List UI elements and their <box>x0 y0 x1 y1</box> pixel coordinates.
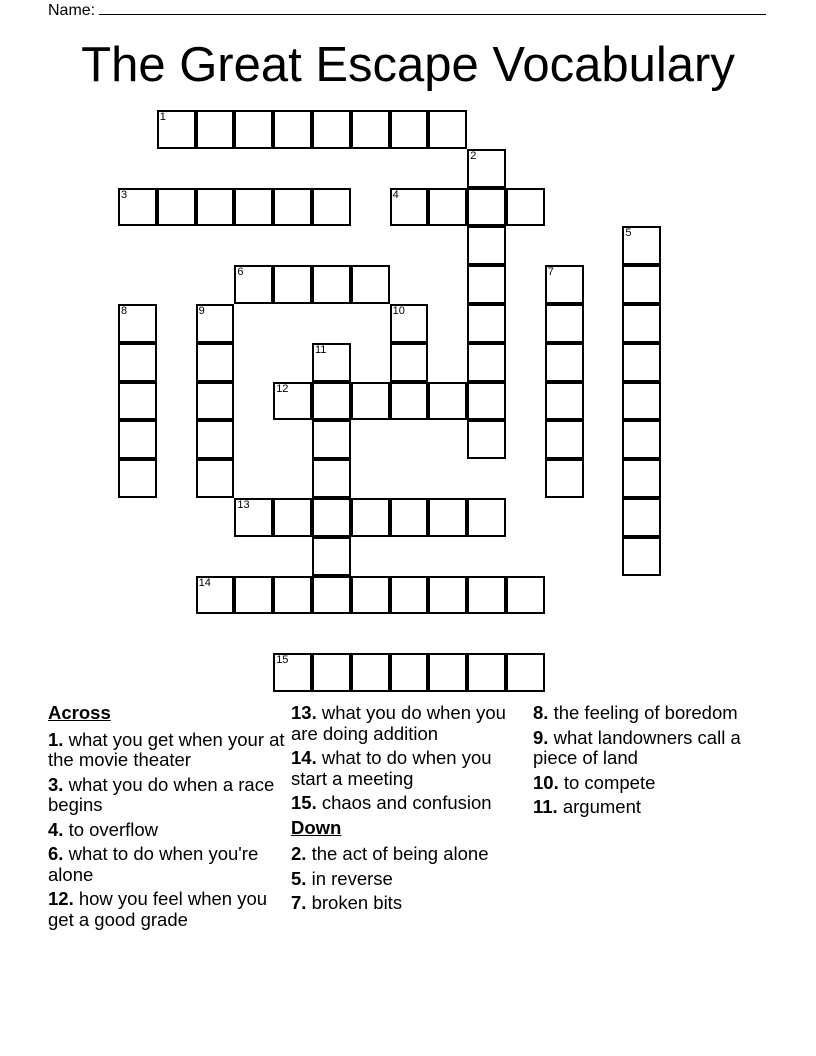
grid-cell[interactable] <box>312 265 351 304</box>
grid-cell[interactable] <box>545 343 584 382</box>
down-heading: Down <box>291 816 342 838</box>
clue-item-text: what landowners call a piece of land <box>533 726 741 768</box>
clue-item-text: to compete <box>563 771 656 793</box>
grid-cell[interactable] <box>157 188 196 227</box>
clue-number: 13 <box>237 499 250 511</box>
clue-item <box>291 793 531 814</box>
grid-cell[interactable] <box>390 110 429 149</box>
clue-item-text: what to do when you start a meeting <box>291 747 492 789</box>
clue-item-text: in reverse <box>311 867 393 889</box>
clue-number: 8 <box>121 305 128 317</box>
grid-cell[interactable] <box>118 382 157 421</box>
grid-cell[interactable] <box>196 420 235 459</box>
grid-cell[interactable] <box>467 382 506 421</box>
clue-item-number: 8. <box>533 702 549 723</box>
clue-item-number: 6. <box>48 843 64 864</box>
grid-cell[interactable] <box>196 382 235 421</box>
clue-item <box>48 730 288 771</box>
grid-cell[interactable] <box>234 188 273 227</box>
clue-item <box>48 775 288 816</box>
clue-number: 2 <box>470 149 477 162</box>
grid-cell[interactable] <box>196 343 235 382</box>
grid-cell[interactable] <box>545 420 584 459</box>
grid-cell[interactable] <box>467 226 506 265</box>
clue-item <box>291 844 531 865</box>
across-clue-list <box>48 730 288 931</box>
grid-cell[interactable] <box>467 265 506 304</box>
clues-right-column <box>533 703 773 822</box>
clue-number: 15 <box>276 654 289 667</box>
grid-cell[interactable] <box>351 265 390 304</box>
grid-cell[interactable] <box>467 188 506 227</box>
grid-cell[interactable] <box>312 110 351 149</box>
clue-number: 14 <box>198 576 211 589</box>
clue-number: 11 <box>315 343 327 356</box>
clue-item-text: what you do when you are doing addition <box>291 702 506 744</box>
clue-number: 10 <box>392 305 405 317</box>
grid-cell[interactable] <box>622 459 661 498</box>
clue-item-number: 14. <box>291 747 317 768</box>
grid-cell[interactable] <box>390 498 429 537</box>
clue-item-number: 15. <box>291 792 317 813</box>
grid-cell[interactable] <box>545 459 584 498</box>
grid-cell[interactable] <box>506 576 545 615</box>
grid-cell[interactable] <box>467 304 506 343</box>
grid-cell[interactable] <box>622 420 661 459</box>
across-clue-list-continued <box>291 703 531 814</box>
clue-item <box>48 820 288 841</box>
grid-cell[interactable] <box>506 653 545 692</box>
clue-number: 3 <box>121 188 128 201</box>
clue-item <box>48 889 288 930</box>
clue-item-number: 10. <box>533 771 559 793</box>
grid-cell[interactable] <box>312 537 351 576</box>
grid-cell[interactable] <box>312 653 351 692</box>
grid-cell[interactable] <box>312 459 351 498</box>
name-label: Name: <box>48 2 96 19</box>
grid-cell[interactable] <box>428 110 467 149</box>
grid-cell[interactable] <box>312 382 351 421</box>
down-clue-list <box>291 844 531 914</box>
grid-cell[interactable] <box>273 110 312 149</box>
grid-cell[interactable] <box>428 188 467 227</box>
grid-cell[interactable] <box>273 498 312 537</box>
grid-cell[interactable] <box>351 653 390 692</box>
grid-cell[interactable] <box>118 420 157 459</box>
grid-cell[interactable] <box>312 420 351 459</box>
grid-cell[interactable] <box>273 576 312 615</box>
grid-cell[interactable] <box>506 188 545 227</box>
clues-across-column <box>48 703 288 934</box>
clue-item <box>533 728 773 769</box>
clue-item-text: to overflow <box>68 818 159 840</box>
clue-item-number: 2. <box>291 843 307 864</box>
clue-number: 12 <box>276 382 289 395</box>
grid-cell[interactable] <box>351 498 390 537</box>
across-heading: Across <box>48 702 111 723</box>
grid-cell[interactable] <box>273 188 312 227</box>
grid-cell[interactable] <box>234 576 273 615</box>
clue-item-number: 9. <box>533 726 549 748</box>
grid-cell[interactable] <box>390 382 429 421</box>
grid-cell[interactable] <box>467 576 506 615</box>
grid-cell[interactable] <box>312 498 351 537</box>
clue-number: 1 <box>159 111 166 123</box>
grid-cell[interactable] <box>390 343 429 382</box>
grid-cell[interactable] <box>351 110 390 149</box>
grid-cell[interactable] <box>312 188 351 227</box>
clue-number: 5 <box>625 227 632 240</box>
clue-item <box>533 703 773 724</box>
clue-number: 7 <box>547 266 554 279</box>
grid-cell[interactable] <box>467 343 506 382</box>
clue-item <box>533 773 773 794</box>
grid-cell[interactable] <box>196 459 235 498</box>
grid-cell[interactable] <box>545 304 584 343</box>
clues-middle-column <box>291 703 531 918</box>
clue-item-text: the feeling of boredom <box>553 702 738 723</box>
grid-cell[interactable] <box>622 343 661 382</box>
grid-cell[interactable] <box>428 382 467 421</box>
grid-cell[interactable] <box>622 498 661 537</box>
grid-cell[interactable] <box>467 653 506 692</box>
clue-item-number: 5. <box>291 867 307 889</box>
clue-item <box>291 869 531 890</box>
grid-cell[interactable] <box>118 343 157 382</box>
grid-cell[interactable] <box>428 653 467 692</box>
clue-number: 6 <box>237 266 244 279</box>
clue-item-number: 13. <box>291 702 317 723</box>
grid-cell[interactable] <box>234 110 273 149</box>
clue-item-text: broken bits <box>311 892 403 913</box>
grid-cell[interactable] <box>428 498 467 537</box>
grid-cell[interactable] <box>196 188 235 227</box>
grid-cell[interactable] <box>312 576 351 615</box>
clue-item-text: the act of being alone <box>311 843 489 864</box>
clue-item-text: what you get when your at the movie theater <box>48 728 285 770</box>
clue-item-text: argument <box>562 796 641 817</box>
grid-cell[interactable] <box>622 382 661 421</box>
clue-item <box>48 844 288 885</box>
grid-cell[interactable] <box>467 420 506 459</box>
clue-number: 4 <box>392 188 399 201</box>
grid-cell[interactable] <box>351 382 390 421</box>
clue-item <box>291 748 531 789</box>
grid-cell[interactable] <box>118 459 157 498</box>
grid-cell[interactable] <box>545 382 584 421</box>
clue-item-number: 7. <box>291 892 307 913</box>
clue-item <box>291 893 531 914</box>
clue-item-number: 11. <box>533 796 558 817</box>
grid-cell[interactable] <box>622 265 661 304</box>
grid-cell[interactable] <box>273 265 312 304</box>
grid-cell[interactable] <box>428 576 467 615</box>
grid-cell[interactable] <box>622 537 661 576</box>
grid-cell[interactable] <box>351 576 390 615</box>
clue-item-number: 12. <box>48 888 74 909</box>
clue-item-text: how you feel when you get a good grade <box>48 888 268 930</box>
clue-item-text: chaos and confusion <box>321 792 492 813</box>
clue-item-text: what to do when you're alone <box>48 843 259 885</box>
clue-item-number: 1. <box>48 728 64 750</box>
clue-item-number: 3. <box>48 773 64 795</box>
grid-cell[interactable] <box>467 498 506 537</box>
grid-cell[interactable] <box>622 304 661 343</box>
clue-item <box>291 703 531 744</box>
clue-item <box>533 797 773 818</box>
page-title: The Great Escape Vocabulary <box>81 38 735 92</box>
grid-cell[interactable] <box>390 576 429 615</box>
clue-item-text: what you do when a race begins <box>48 773 275 815</box>
clue-number: 9 <box>198 305 205 317</box>
clue-item-number: 4. <box>48 818 64 840</box>
down-clue-list-continued <box>533 703 773 818</box>
grid-cell[interactable] <box>390 653 429 692</box>
grid-cell[interactable] <box>196 110 235 149</box>
